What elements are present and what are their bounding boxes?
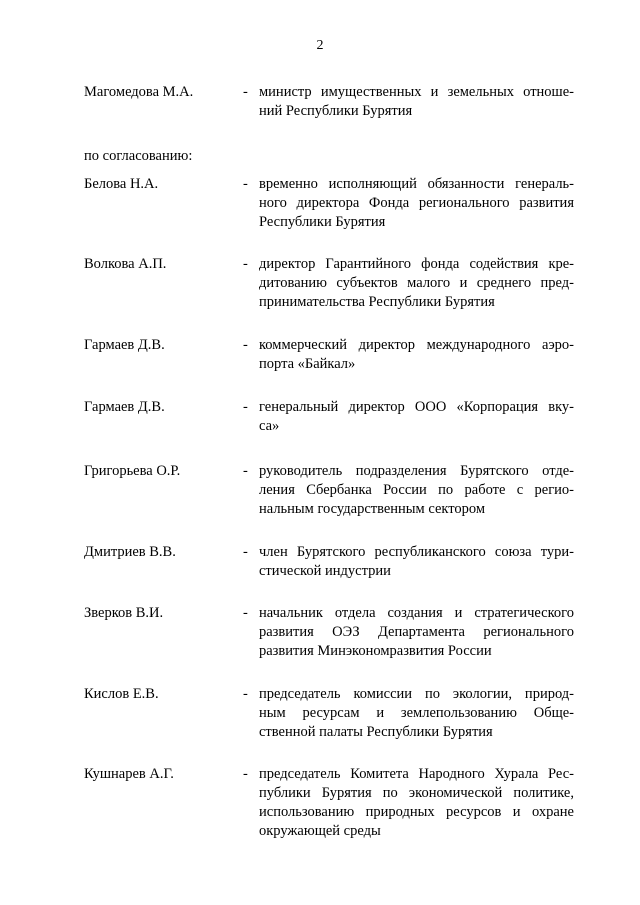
position-line: использованию природных ресурсов и охране [259, 804, 574, 820]
position-line: руководитель подразделения Бурятского отде- [259, 463, 574, 479]
member-position [259, 336, 574, 374]
position-line: генеральный директор ООО «Корпорация вку- [259, 399, 574, 415]
entry-dash: - [243, 84, 248, 100]
member-name: Зверков В.И. [84, 605, 164, 621]
position-line: ного директора Фонда регионального развития [259, 195, 574, 211]
position-line: председатель комиссии по экологии, природ- [259, 686, 574, 702]
entry-dash: - [243, 766, 248, 782]
position-line: ления Сбербанка России по работе с регио- [259, 482, 574, 498]
position-line: ний Республики Бурятия [259, 103, 413, 119]
member-position [259, 685, 574, 742]
entry-dash: - [243, 176, 248, 192]
position-line: развития Минэкономразвития России [259, 643, 492, 659]
position-line: развития ОЭЗ Департамента регионального [259, 624, 574, 640]
member-name: Гармаев Д.В. [84, 399, 165, 415]
position-line: директор Гарантийного фонда содействия кре- [259, 256, 574, 272]
member-position [259, 604, 574, 661]
section-label: по согласованию: [84, 148, 193, 164]
member-name: Григорьева О.Р. [84, 463, 181, 479]
member-position [259, 398, 574, 436]
position-line: принимательства Республики Бурятия [259, 294, 495, 310]
member-name: Белова Н.А. [84, 176, 159, 192]
member-position [259, 83, 574, 121]
position-line: са» [259, 418, 280, 434]
entry-dash: - [243, 399, 248, 415]
position-line: временно исполняющий обязанности генераль- [259, 176, 574, 192]
position-line: нальным государственным сектором [259, 501, 486, 517]
position-line: член Бурятского республиканского союза тури- [259, 544, 574, 560]
member-position [259, 543, 574, 581]
member-position [259, 175, 574, 232]
entry-dash: - [243, 463, 248, 479]
entry-dash: - [243, 337, 248, 353]
position-line: Республики Бурятия [259, 214, 386, 230]
position-line: дитованию субъектов малого и среднего пред- [259, 275, 574, 291]
position-line: ственной палаты Республики Бурятия [259, 724, 493, 740]
member-name: Волкова А.П. [84, 256, 167, 272]
position-line: порта «Байкал» [259, 356, 356, 372]
member-position [259, 255, 574, 312]
entry-dash: - [243, 686, 248, 702]
entry-dash: - [243, 256, 248, 272]
member-position [259, 462, 574, 519]
position-line: коммерческий директор международного аэро- [259, 337, 574, 353]
position-line: стической индустрии [259, 563, 391, 579]
position-line: председатель Комитета Народного Хурала Рес- [259, 766, 574, 782]
member-name: Магомедова М.А. [84, 84, 194, 100]
position-line: ным ресурсам и землепользованию Обще- [259, 705, 574, 721]
page-number: 2 [316, 38, 324, 53]
member-position [259, 765, 574, 841]
position-line: начальник отдела создания и стратегического [259, 605, 574, 621]
member-name: Кислов Е.В. [84, 686, 159, 702]
entry-dash: - [243, 605, 248, 621]
position-line: министр имущественных и земельных отноше- [259, 84, 574, 100]
entry-dash: - [243, 544, 248, 560]
position-line: окружающей среды [259, 823, 381, 839]
position-line: публики Бурятия по экономической политике, [259, 785, 574, 801]
member-name: Кушнарев А.Г. [84, 766, 174, 782]
member-name: Гармаев Д.В. [84, 337, 165, 353]
member-name: Дмитриев В.В. [84, 544, 176, 560]
